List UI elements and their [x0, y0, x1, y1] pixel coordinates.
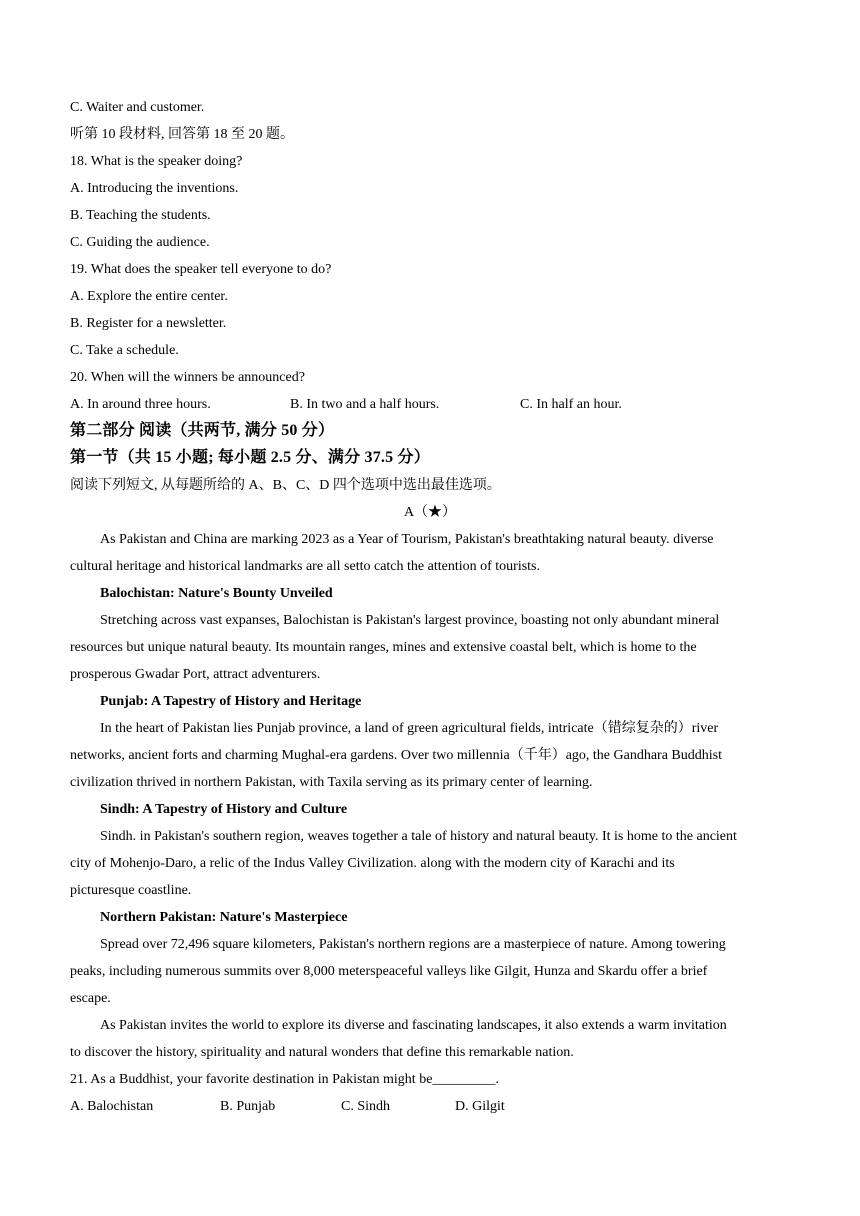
heading-balochistan: Balochistan: Nature's Bounty Unveiled: [100, 586, 333, 601]
balochistan-line-3: prosperous Gwadar Port, attract adventurers.: [70, 667, 321, 682]
q19-stem: 19. What does the speaker tell everyone to do?: [70, 262, 332, 277]
heading-punjab: Punjab: A Tapestry of History and Heritage: [100, 694, 362, 709]
q20-option-a: A. In around three hours.: [70, 397, 211, 412]
q21-stem: 21. As a Buddhist, your favorite destination in Pakistan might be_________.: [70, 1072, 499, 1087]
q21-option-c: C. Sindh: [341, 1099, 391, 1114]
q20-stem: 20. When will the winners be announced?: [70, 370, 305, 385]
section-2-title: 第二部分 阅读（共两节, 满分 50 分）: [70, 422, 335, 439]
heading-sindh: Sindh: A Tapestry of History and Culture: [100, 802, 348, 817]
balochistan-line-1: Stretching across vast expanses, Balochistan is Pakistan's largest province, boasting not only abundant mineral: [100, 613, 720, 628]
passage-label: A（★）: [403, 505, 457, 520]
northern-line-3: escape.: [70, 991, 111, 1006]
heading-northern-pakistan: Northern Pakistan: Nature's Masterpiece: [100, 910, 348, 925]
passage-intro-line-2: cultural heritage and historical landmarks are all setto catch the attention of tourists.: [70, 559, 541, 574]
listening-instruction-10: 听第 10 段材料, 回答第 18 至 20 题。: [70, 127, 294, 142]
q19-option-b: B. Register for a newsletter.: [70, 316, 227, 331]
q18-stem: 18. What is the speaker doing?: [70, 154, 243, 169]
q21-option-b: B. Punjab: [220, 1099, 276, 1114]
sindh-line-1: Sindh. in Pakistan's southern region, weaves together a tale of history and natural beauty. It is home to the ancient: [100, 829, 737, 844]
q21-option-d: D. Gilgit: [455, 1099, 505, 1114]
q21-option-a: A. Balochistan: [70, 1099, 154, 1114]
q18-option-c: C. Guiding the audience.: [70, 235, 210, 250]
q17-option-c: C. Waiter and customer.: [70, 100, 205, 115]
closing-line-2: to discover the history, spirituality and natural wonders that define this remarkable nation.: [70, 1045, 574, 1060]
q19-option-a: A. Explore the entire center.: [70, 289, 228, 304]
section-2-instruction: 阅读下列短文, 从每题所给的 A、B、C、D 四个选项中选出最佳选项。: [70, 478, 501, 493]
q19-option-c: C. Take a schedule.: [70, 343, 179, 358]
sindh-line-2: city of Mohenjo-Daro, a relic of the Indus Valley Civilization. along with the modern city of Karachi and its: [70, 856, 675, 871]
punjab-line-3: civilization thrived in northern Pakistan, with Taxila serving as its primary center of learning.: [70, 775, 593, 790]
sindh-line-3: picturesque coastline.: [70, 883, 192, 898]
balochistan-line-2: resources but unique natural beauty. Its mountain ranges, mines and extensive coastal belt, which is home to the: [70, 640, 697, 655]
punjab-line-1: In the heart of Pakistan lies Punjab province, a land of green agricultural fields, intricate（错综复杂的）river: [100, 721, 719, 736]
closing-line-1: As Pakistan invites the world to explore its diverse and fascinating landscapes, it also extends a warm invitation: [100, 1018, 727, 1033]
northern-line-2: peaks, including numerous summits over 8,000 meterspeaceful valleys like Gilgit, Hunza and Skardu offer a brief: [70, 964, 708, 979]
punjab-line-2: networks, ancient forts and charming Mughal-era gardens. Over two millennia（千年）ago, the Gandhara Buddhist: [70, 748, 722, 763]
section-2-subtitle: 第一节（共 15 小题; 每小题 2.5 分、满分 37.5 分）: [70, 449, 430, 466]
passage-intro-line-1: As Pakistan and China are marking 2023 as a Year of Tourism, Pakistan's breathtaking natural beauty. diverse: [100, 532, 714, 547]
q20-option-c: C. In half an hour.: [520, 397, 622, 412]
northern-line-1: Spread over 72,496 square kilometers, Pakistan's northern regions are a masterpiece of nature. Among towering: [100, 937, 726, 952]
q18-option-b: B. Teaching the students.: [70, 208, 211, 223]
q18-option-a: A. Introducing the inventions.: [70, 181, 239, 196]
q20-option-b: B. In two and a half hours.: [290, 397, 440, 412]
